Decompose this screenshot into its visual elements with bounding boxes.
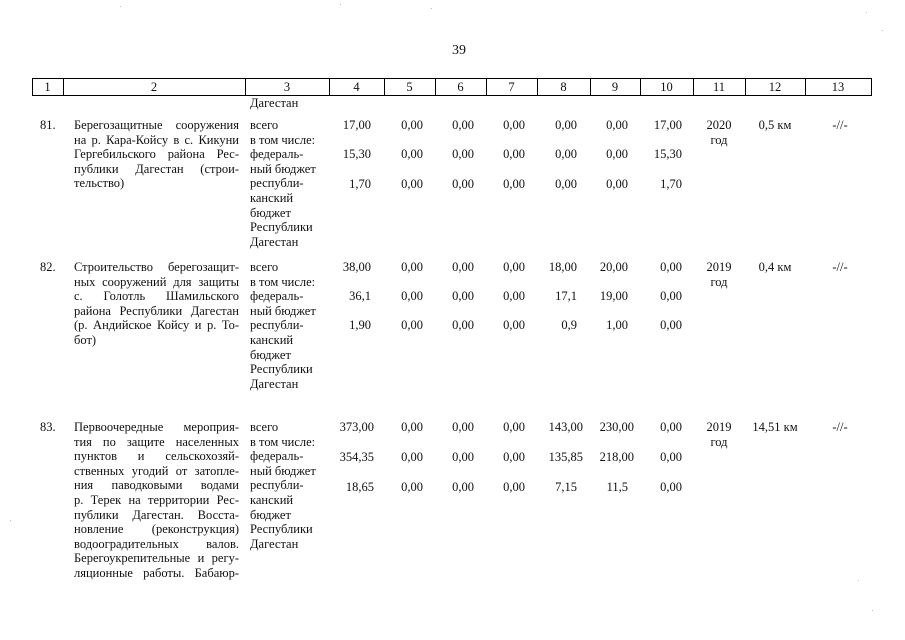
value-cell: 0,00 xyxy=(555,118,577,132)
value-cell: 0,00 xyxy=(401,318,423,332)
column-header-8: 8 xyxy=(560,80,567,94)
value-cell: 0,00 xyxy=(503,420,525,434)
value-cell: 0,00 xyxy=(401,118,423,132)
value-cell: 17,00 xyxy=(342,118,371,132)
value-cell: 0,00 xyxy=(503,118,525,132)
value-cell: 0,00 xyxy=(503,318,525,332)
value-cell: 15,30 xyxy=(653,147,682,161)
scan-speck xyxy=(431,8,432,9)
value-cell: 0,00 xyxy=(503,147,525,161)
value-cell: 17,1 xyxy=(555,289,577,303)
value-cell: 0,00 xyxy=(503,480,525,494)
value-cell: 0,00 xyxy=(452,420,474,434)
row-description: Строительство берегозащит- ных сооружений для защиты с. Голотль Шамильского района Республики Дагестан (р. Андийское Койсу и р. То- бот) xyxy=(74,260,239,347)
value-cell: 0,00 xyxy=(401,289,423,303)
value-cell: 0,00 xyxy=(452,118,474,132)
year-cell: 2019 год xyxy=(706,260,732,289)
value-cell: 0,00 xyxy=(606,147,628,161)
value-cell: 0,9 xyxy=(561,318,577,332)
value-cell: 0,00 xyxy=(401,420,423,434)
value-cell: 0,00 xyxy=(401,147,423,161)
value-cell: 1,70 xyxy=(349,177,371,191)
value-cell: 218,00 xyxy=(599,450,634,464)
value-cell: 0,00 xyxy=(401,450,423,464)
note-cell: -//- xyxy=(832,118,848,132)
continued-source-text: Дагестан xyxy=(250,96,299,110)
value-cell: 0,00 xyxy=(606,177,628,191)
column-header-9: 9 xyxy=(611,80,619,94)
value-cell: 0,00 xyxy=(660,480,682,494)
column-header-13: 13 xyxy=(831,80,845,94)
column-header-2: 2 xyxy=(150,80,158,94)
value-cell: 135,85 xyxy=(548,450,583,464)
value-cell: 18,65 xyxy=(345,480,374,494)
scan-speck xyxy=(866,12,867,13)
value-cell: 0,00 xyxy=(660,450,682,464)
value-cell: 0,00 xyxy=(555,147,577,161)
value-cell: 0,00 xyxy=(503,260,525,274)
value-cell: 0,00 xyxy=(452,260,474,274)
column-header-3: 3 xyxy=(283,80,291,94)
scan-speck xyxy=(340,4,341,5)
row-number: 81. xyxy=(40,118,56,132)
column-header-6: 6 xyxy=(457,80,464,94)
value-cell: 230,00 xyxy=(599,420,634,434)
header-bottom-border xyxy=(32,95,872,96)
column-header-7: 7 xyxy=(508,80,515,94)
note-cell: -//- xyxy=(832,260,848,274)
value-cell: 0,00 xyxy=(452,318,474,332)
value-cell: 0,00 xyxy=(503,177,525,191)
value-cell: 15,30 xyxy=(342,147,371,161)
value-cell: 20,00 xyxy=(599,260,628,274)
row-description: Первоочередные мероприя- тия по защите населенных пунктов и сельскохозяй- ственных угодий от затопле- ния паводковыми водами р. Терек на территории Рес- публики Дагестан. Восста- новление (реконструкция) водооградительных валов. Берегоукрепительные и регу- ляционные работы. Бабаюр- xyxy=(74,420,239,580)
scan-speck xyxy=(10,520,11,521)
value-cell: 354,35 xyxy=(339,450,374,464)
scan-speck xyxy=(858,580,859,581)
value-cell: 0,00 xyxy=(660,260,682,274)
value-cell: 0,00 xyxy=(555,177,577,191)
value-cell: 0,00 xyxy=(401,480,423,494)
column-header-4: 4 xyxy=(353,80,360,94)
value-cell: 0,00 xyxy=(452,480,474,494)
year-cell: 2019 год xyxy=(706,420,732,449)
column-header-11: 11 xyxy=(712,80,726,94)
value-cell: 0,00 xyxy=(452,450,474,464)
value-cell: 7,15 xyxy=(555,480,577,494)
column-header-10: 10 xyxy=(660,80,673,94)
value-cell: 0,00 xyxy=(503,450,525,464)
value-cell: 0,00 xyxy=(660,420,682,434)
source-list: всего в том числе: федераль- ный бюджет республи- канский бюджет Республики Дагестан xyxy=(250,118,316,249)
scan-speck xyxy=(120,6,121,7)
value-cell: 17,00 xyxy=(653,118,682,132)
value-cell: 36,1 xyxy=(349,289,371,303)
scan-speck xyxy=(882,30,883,31)
value-cell: 19,00 xyxy=(599,289,628,303)
year-cell: 2020 год xyxy=(706,118,732,147)
value-cell: 0,00 xyxy=(401,177,423,191)
scan-speck xyxy=(872,610,873,611)
length-cell: 0,4 км xyxy=(758,260,792,274)
value-cell: 373,00 xyxy=(339,420,374,434)
note-cell: -//- xyxy=(832,420,848,434)
value-cell: 0,00 xyxy=(660,289,682,303)
value-cell: 38,00 xyxy=(342,260,371,274)
value-cell: 1,90 xyxy=(349,318,371,332)
value-cell: 0,00 xyxy=(452,177,474,191)
value-cell: 0,00 xyxy=(401,260,423,274)
row-number: 82. xyxy=(40,260,56,274)
page-number: 39 xyxy=(452,43,466,58)
value-cell: 0,00 xyxy=(452,289,474,303)
value-cell: 0,00 xyxy=(660,318,682,332)
length-cell: 0,5 км xyxy=(758,118,792,132)
row-description: Берегозащитные сооружения на р. Кара-Койсу в с. Кикуни Гергебильского района Рес- публики Дагестан (строи- тельство) xyxy=(74,118,239,191)
value-cell: 1,00 xyxy=(606,318,628,332)
value-cell: 143,00 xyxy=(548,420,583,434)
column-header-1: 1 xyxy=(44,80,51,94)
header-divider xyxy=(871,79,872,96)
row-number: 83. xyxy=(40,420,56,434)
value-cell: 18,00 xyxy=(548,260,577,274)
value-cell: 0,00 xyxy=(452,147,474,161)
header-top-border xyxy=(32,78,872,79)
value-cell: 1,70 xyxy=(660,177,682,191)
source-list: всего в том числе: федераль- ный бюджет республи- канский бюджет Республики Дагестан xyxy=(250,420,316,551)
column-header-12: 12 xyxy=(768,80,782,94)
source-list: всего в том числе: федераль- ный бюджет республи- канский бюджет Республики Дагестан xyxy=(250,260,316,391)
value-cell: 0,00 xyxy=(606,118,628,132)
value-cell: 11,5 xyxy=(606,480,628,494)
column-header-5: 5 xyxy=(406,80,413,94)
length-cell: 14,51 км xyxy=(752,420,798,434)
value-cell: 0,00 xyxy=(503,289,525,303)
